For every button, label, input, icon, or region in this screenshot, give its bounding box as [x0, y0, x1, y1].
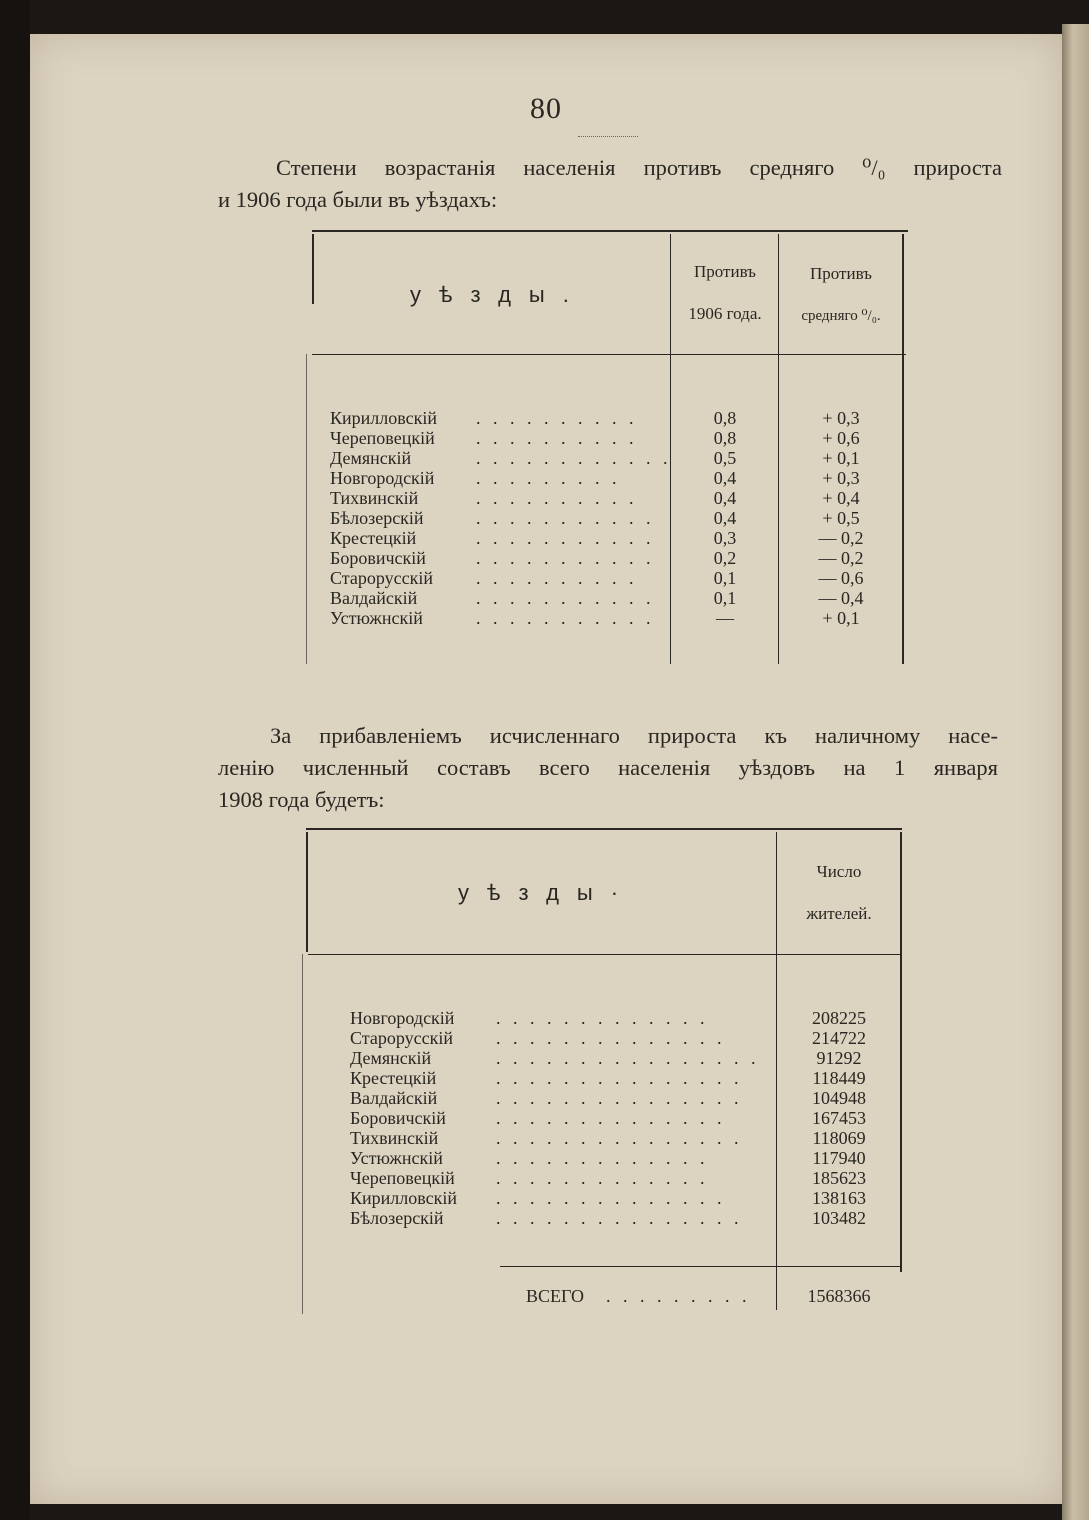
leader-dots: . . . . . . . . . . . . .: [496, 1168, 709, 1188]
second-line-3: 1908 года будетъ:: [218, 787, 385, 812]
second-paragraph-line1: [218, 720, 998, 752]
district-name: Тихвинскій: [330, 488, 419, 508]
table-row: [350, 1208, 900, 1228]
vs-average-value: — 0,2: [818, 548, 864, 568]
table2-col-header-line2: жителей.: [806, 904, 872, 923]
leader-dots: . . . . . . . . . . .: [476, 508, 655, 528]
table2-header-districts: уѣзды·: [458, 880, 637, 905]
leader-dots: . . . . . . . . . . . . .: [496, 1148, 709, 1168]
table-row: [350, 1148, 900, 1168]
population-value: 138163: [812, 1188, 866, 1208]
leader-dots: . . . . . . . . . .: [476, 488, 638, 508]
vs-average-value: + 0,5: [822, 508, 860, 528]
population-value: 91292: [816, 1048, 862, 1068]
table-row: [330, 548, 906, 568]
vs-1906-value: 0,1: [713, 568, 737, 588]
vs-average-value: + 0,4: [822, 488, 860, 508]
vs-1906-value: 0,2: [713, 548, 737, 568]
vs-1906-value: 0,8: [713, 428, 737, 448]
population-value: 103482: [812, 1208, 866, 1228]
table-row: [330, 588, 906, 608]
page-number: 80: [530, 92, 562, 125]
table2-total-value: 1568366: [807, 1286, 871, 1306]
leader-dots: . . . . . . . . . . . . . .: [496, 1188, 726, 1208]
district-name: Кирилловскій: [350, 1188, 457, 1208]
district-name: Тихвинскій: [350, 1128, 439, 1148]
district-name: Устюжнскій: [330, 608, 423, 628]
leader-dots: . . . . . . . . . . .: [476, 548, 655, 568]
district-name: Новгородскій: [350, 1008, 455, 1028]
second-line-2: ленію численный составъ всего населенія уѣздовъ на 1 января: [218, 755, 998, 780]
table-row: [350, 1088, 900, 1108]
table1-col1-header-line1: Противъ: [694, 262, 756, 281]
second-paragraph-line3: [218, 784, 998, 816]
vs-1906-value: 0,3: [713, 528, 737, 548]
district-name: Бѣлозерскій: [330, 508, 424, 528]
table-row: [330, 408, 906, 428]
leader-dots: . . . . . . . . . . . .: [476, 448, 672, 468]
table2-right-border: [900, 832, 902, 1272]
vs-average-value: — 0,6: [818, 568, 864, 588]
table-row: [330, 508, 906, 528]
vs-average-value: — 0,4: [818, 588, 864, 608]
leader-dots: . . . . . . . . . .: [476, 428, 638, 448]
leader-dots: . . . . . . . . . . . . . . .: [496, 1068, 743, 1088]
table1-col2-header-line2: средняго ⁰/₀.: [801, 308, 881, 324]
population-value: 118069: [812, 1128, 866, 1148]
leader-dots: . . . . . . . . . . . . . . .: [496, 1208, 743, 1228]
second-line-1: За прибавленіемъ исчисленнаго прироста къ наличному насе-: [270, 723, 998, 748]
table-row: [350, 1128, 900, 1148]
district-name: Новгородскій: [330, 468, 435, 488]
population-value: 208225: [812, 1008, 866, 1028]
vs-average-value: + 0,1: [822, 448, 860, 468]
table2-total-dots: . . . . . . . . .: [606, 1286, 751, 1306]
district-name: Бѣлозерскій: [350, 1208, 444, 1228]
leader-dots: . . . . . . . . . . .: [476, 528, 655, 548]
table-row: [350, 1008, 900, 1028]
table2-left-border: [306, 832, 308, 952]
district-name: Валдайскій: [330, 588, 418, 608]
district-name: Череповецкій: [330, 428, 435, 448]
table2-header-rule: [308, 954, 900, 955]
table2-total-label: ВСЕГО: [526, 1286, 584, 1306]
population-value: 214722: [812, 1028, 866, 1048]
leader-dots: . . . . . . . . . . . . . . .: [496, 1128, 743, 1148]
leader-dots: . . . . . . . . . . . . . . . .: [496, 1048, 760, 1068]
second-paragraph-line2: [218, 752, 998, 784]
table1-left-border-lower: [306, 354, 307, 664]
vs-1906-value: 0,8: [713, 408, 737, 428]
district-name: Демянскій: [330, 448, 412, 468]
table-row: [350, 1168, 900, 1188]
table2-left-border-lower: [302, 954, 303, 1314]
table-row: [350, 1068, 900, 1088]
vs-1906-value: —: [716, 608, 734, 628]
vs-average-value: — 0,2: [818, 528, 864, 548]
population-value: 117940: [812, 1148, 866, 1168]
district-name: Старорусскій: [350, 1028, 453, 1048]
table1-left-border: [312, 234, 314, 304]
table-row: [330, 428, 906, 448]
district-name: Крестецкій: [350, 1068, 437, 1088]
table2-total-row: [350, 1286, 900, 1308]
leader-dots: . . . . . . . . . .: [476, 568, 638, 588]
vs-average-value: + 0,3: [822, 408, 860, 428]
vs-1906-value: 0,5: [713, 448, 737, 468]
vs-average-value: + 0,3: [822, 468, 860, 488]
vs-average-value: + 0,1: [822, 608, 860, 628]
vs-1906-value: 0,4: [713, 468, 737, 488]
district-name: Кирилловскій: [330, 408, 437, 428]
leader-dots: . . . . . . . . . . .: [476, 608, 655, 628]
vs-1906-value: 0,4: [713, 488, 737, 508]
table1-header-rule: [312, 354, 906, 355]
table1-col1-header-line2: 1906 года.: [688, 304, 762, 323]
leader-dots: . . . . . . . . .: [476, 468, 621, 488]
district-name: Боровичскій: [330, 548, 426, 568]
leader-dots: . . . . . . . . . . . . . .: [496, 1028, 726, 1048]
table2-top-rule: [306, 828, 902, 830]
table1-header-districts: уѣзды.: [410, 282, 587, 307]
scan-background: [0, 0, 30, 1520]
district-name: Боровичскій: [350, 1108, 446, 1128]
table2-col-header-line1: Число: [816, 862, 862, 881]
table-row: [330, 568, 906, 588]
table-row: [350, 1108, 900, 1128]
population-value: 167453: [812, 1108, 866, 1128]
district-name: Череповецкій: [350, 1168, 455, 1188]
population-value: 185623: [812, 1168, 866, 1188]
leader-dots: . . . . . . . . . .: [476, 408, 638, 428]
district-name: Устюжнскій: [350, 1148, 443, 1168]
leader-dots: . . . . . . . . . . .: [476, 588, 655, 608]
intro-line-1: Степени возрастанія населенія противъ средняго ⁰/₀ прироста: [276, 155, 1002, 180]
intro-line-2: и 1906 года были въ уѣздахъ:: [218, 187, 498, 212]
table-row: [350, 1048, 900, 1068]
table-row: [330, 488, 906, 508]
intro-paragraph-line2: [218, 184, 1002, 216]
table-row: [350, 1188, 900, 1208]
book-spine: [1062, 24, 1089, 1520]
leader-dots: . . . . . . . . . . . . .: [496, 1008, 709, 1028]
intro-paragraph: [218, 152, 1002, 184]
table-row: [330, 468, 906, 488]
district-name: Валдайскій: [350, 1088, 438, 1108]
leader-dots: . . . . . . . . . . . . . . .: [496, 1088, 743, 1108]
table2-body: [350, 1008, 900, 1238]
table-row: [350, 1028, 900, 1048]
table-row: [330, 528, 906, 548]
vs-1906-value: 0,4: [713, 508, 737, 528]
table1-body: [330, 408, 906, 638]
table-row: [330, 448, 906, 468]
vs-average-value: + 0,6: [822, 428, 860, 448]
page-number-ornament: [578, 130, 638, 137]
population-value: 104948: [812, 1088, 866, 1108]
table1-top-rule: [312, 230, 908, 232]
table2-total-rule: [500, 1266, 900, 1267]
book-page: [30, 34, 1062, 1504]
vs-1906-value: 0,1: [713, 588, 737, 608]
district-name: Крестецкій: [330, 528, 417, 548]
leader-dots: . . . . . . . . . . . . . .: [496, 1108, 726, 1128]
table1-col2-header-line1: Противъ: [810, 264, 872, 283]
district-name: Старорусскій: [330, 568, 433, 588]
population-value: 118449: [812, 1068, 866, 1088]
table-row: [330, 608, 906, 628]
district-name: Демянскій: [350, 1048, 432, 1068]
